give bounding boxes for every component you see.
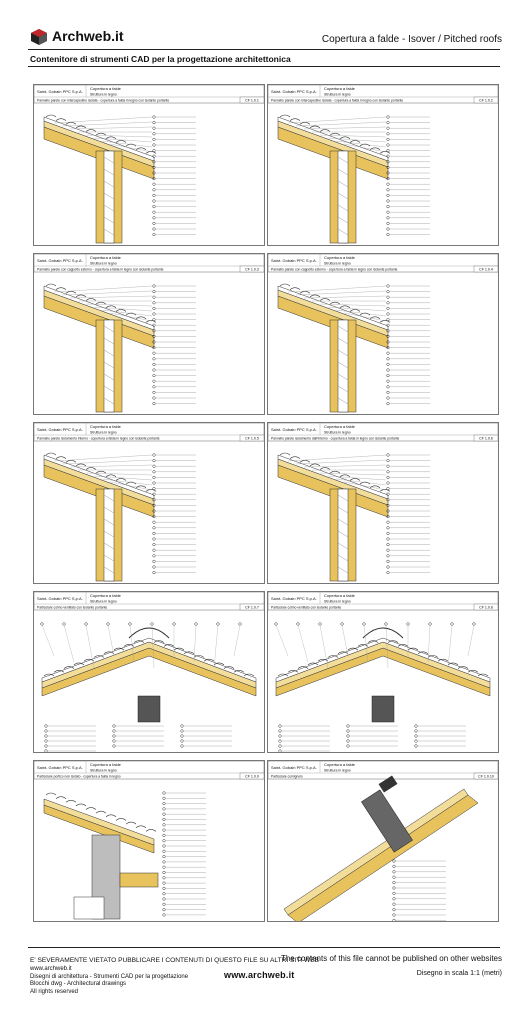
sheet-title: Copertura a falde	[324, 762, 355, 767]
sheet-company: Saint- Gobain PPC S.p.A.	[37, 596, 83, 601]
footer-line-4: All rights reserved	[30, 988, 79, 995]
sheet-title: Copertura a falde	[90, 86, 121, 91]
sheet-title: Copertura a falde	[324, 593, 355, 598]
sheet-company: Saint- Gobain PPC S.p.A.	[37, 89, 83, 94]
title-block	[34, 85, 264, 103]
sheet-code: CF 1.0.8	[479, 605, 493, 610]
sheet-description: Pannello parete con cappotto esterno - copertura a falda in legno con isolante portante	[271, 267, 398, 272]
sheet-title: Copertura a falde	[90, 424, 121, 429]
drawing-sheet[interactable]	[33, 591, 265, 753]
footer-site-link[interactable]: www.archweb.it	[224, 970, 295, 980]
sheet-description: Particolare comignolo	[271, 774, 303, 779]
sheet-code: CF 1.0.10	[478, 774, 494, 779]
sheet-subtitle: Struttura in legno	[90, 768, 117, 773]
sheet-subtitle: Struttura in legno	[324, 768, 351, 773]
footer-warning-en: The contents of this file cannot be published on other websites	[280, 954, 502, 963]
footer-line-3: Blocchi dwg - Architectural drawings	[30, 981, 127, 987]
sheet-title: Copertura a falde	[324, 86, 355, 91]
detail-drawing	[284, 775, 478, 921]
sheet-company: Saint- Gobain PPC S.p.A.	[271, 427, 317, 432]
drawing-sheet[interactable]	[33, 253, 265, 415]
sheet-subtitle: Struttura in legno	[90, 430, 117, 435]
drawing-sheet[interactable]	[267, 591, 499, 753]
sheet-company: Saint- Gobain PPC S.p.A.	[271, 89, 317, 94]
sheet-company: Saint- Gobain PPC S.p.A.	[37, 258, 83, 263]
sheet-description: Pannello parete isolamento dall'interno - copertura a falda in legno con isolante portante	[271, 436, 400, 441]
footer-line-1[interactable]: www.archweb.it	[30, 966, 72, 972]
sheet-code: CF 1.0.4	[479, 267, 493, 272]
sheet-description: Pannello parete con cappotto esterno - copertura a falda in legno con isolante portante	[37, 267, 164, 272]
detail-drawing	[44, 115, 196, 243]
detail-drawing	[275, 623, 490, 752]
detail-drawing	[41, 623, 256, 752]
sheet-subtitle: Struttura in legno	[90, 599, 117, 604]
sheet-code: CF 1.0.1	[245, 98, 259, 103]
sheet-title: Copertura a falde	[324, 255, 355, 260]
sheet-code: CF 1.0.2	[479, 98, 493, 103]
title-block	[34, 761, 264, 779]
drawing-sheet[interactable]	[33, 422, 265, 584]
sheet-subtitle: Struttura in legno	[324, 599, 351, 604]
title-block	[268, 85, 498, 103]
sheet-title: Copertura a falde	[324, 424, 355, 429]
detail-drawing	[278, 115, 430, 243]
title-block	[268, 761, 498, 779]
drawing-sheet[interactable]	[33, 84, 265, 246]
title-block	[34, 592, 264, 610]
sheet-description: Pannello parete isolamento interno - copertura a falda in legno con isolante portante	[37, 436, 160, 441]
sheet-company: Saint- Gobain PPC S.p.A.	[271, 765, 317, 770]
page-header	[0, 0, 528, 50]
drawing-sheet[interactable]	[267, 84, 499, 246]
drawing-sheet[interactable]	[267, 253, 499, 415]
sheet-description: Particolare colmo ventilato con isolante portante	[271, 605, 342, 610]
brand-name[interactable]: Archweb.it	[52, 28, 124, 44]
footer-credits	[30, 966, 188, 996]
detail-drawing	[44, 453, 196, 581]
sheet-subtitle: Struttura in legno	[324, 430, 351, 435]
sheet-code: CF 1.0.6	[479, 436, 493, 441]
title-block	[34, 254, 264, 272]
drawing-sheet[interactable]	[33, 760, 265, 922]
sheet-company: Saint- Gobain PPC S.p.A.	[271, 258, 317, 263]
sheet-title: Copertura a falde	[90, 762, 121, 767]
page-subtitle: Contenitore di strumenti CAD per la progettazione architettonica	[30, 54, 291, 64]
subtitle-divider	[28, 66, 500, 67]
detail-drawing	[44, 792, 206, 919]
footer-divider	[28, 947, 500, 948]
sheet-code: CF 1.0.7	[245, 605, 259, 610]
sheet-title: Copertura a falde	[90, 593, 121, 598]
title-block	[268, 592, 498, 610]
sheet-description: Particolare portico non isolato - copertura a falda in legno	[37, 774, 121, 779]
header-divider	[28, 49, 500, 50]
sheet-subtitle: Struttura in legno	[324, 92, 351, 97]
sheet-company: Saint- Gobain PPC S.p.A.	[271, 596, 317, 601]
page-title: Copertura a falde - Isover / Pitched roofs	[321, 34, 502, 45]
sheet-description: Particolare colmo ventilato con isolante portante	[37, 605, 108, 610]
sheet-code: CF 1.0.3	[245, 267, 259, 272]
detail-drawing	[278, 284, 430, 412]
footer-warning-it: E' SEVERAMENTE VIETATO PUBBLICARE I CONTENUTI DI QUESTO FILE SU ALTRI SITI WEB	[30, 957, 319, 964]
sheet-code: CF 1.0.9	[245, 774, 259, 779]
footer-line-2: Disegni di architettura - Strumenti CAD per la progettazione	[30, 973, 189, 980]
sheet-company: Saint- Gobain PPC S.p.A.	[37, 427, 83, 432]
detail-drawing	[44, 284, 196, 412]
footer-scale-note: Disegno in scala 1:1 (metri)	[416, 970, 502, 977]
drawing-sheet[interactable]	[267, 760, 499, 922]
sheet-description: Pannello parete con intercapedine isolata - copertura a falda in legno con isolante portante	[271, 98, 404, 103]
sheet-subtitle: Struttura in legno	[324, 261, 351, 266]
detail-drawing	[278, 453, 430, 581]
title-block	[268, 423, 498, 441]
sheet-subtitle: Struttura in legno	[90, 261, 117, 266]
sheet-subtitle: Struttura in legno	[90, 92, 117, 97]
drawing-sheet[interactable]	[267, 422, 499, 584]
sheet-title: Copertura a falde	[90, 255, 121, 260]
sheet-company: Saint- Gobain PPC S.p.A.	[37, 765, 83, 770]
title-block	[268, 254, 498, 272]
sheet-description: Pannello parete con intercapedine isolata - copertura a falda in legno con isolante portante	[37, 98, 170, 103]
archweb-logo-icon[interactable]	[30, 28, 48, 46]
title-block	[34, 423, 264, 441]
sheet-code: CF 1.0.5	[245, 436, 259, 441]
